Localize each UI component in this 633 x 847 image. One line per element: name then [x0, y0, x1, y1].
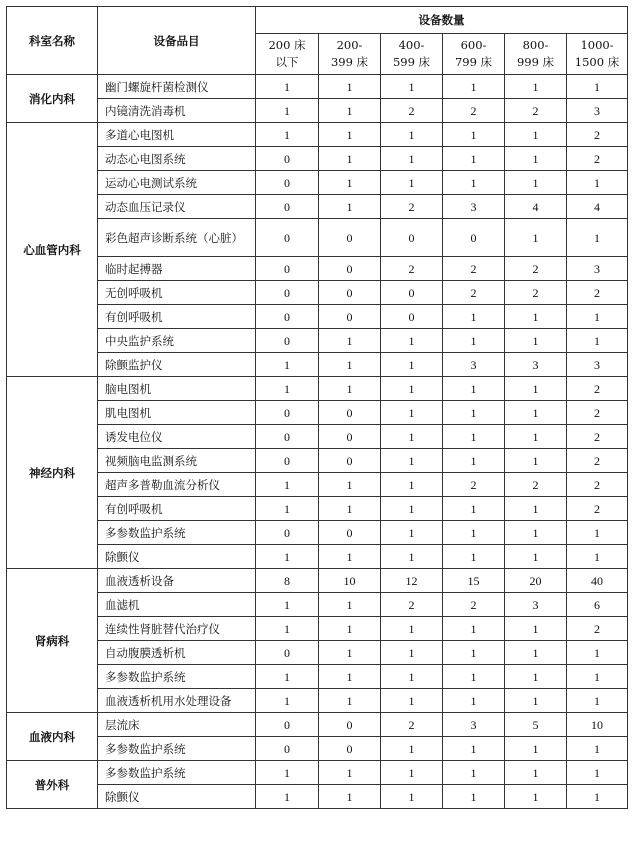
quantity-cell: 1 [381, 689, 443, 713]
header-item: 设备品目 [98, 7, 256, 75]
quantity-cell: 1 [381, 785, 443, 809]
quantity-cell: 1 [256, 123, 319, 147]
table-row [7, 147, 628, 171]
table-row [7, 713, 628, 737]
quantity-cell: 1 [319, 123, 381, 147]
equipment-item-cell: 连续性肾脏替代治疗仪 [98, 617, 256, 641]
quantity-cell: 1 [567, 785, 628, 809]
quantity-cell: 1 [319, 665, 381, 689]
table-row [7, 449, 628, 473]
quantity-cell: 2 [567, 377, 628, 401]
quantity-cell: 10 [567, 713, 628, 737]
quantity-cell: 1 [381, 449, 443, 473]
equipment-item-cell: 动态心电图系统 [98, 147, 256, 171]
quantity-cell: 0 [256, 329, 319, 353]
quantity-cell: 2 [567, 281, 628, 305]
quantity-cell: 0 [319, 401, 381, 425]
quantity-cell: 1 [567, 737, 628, 761]
quantity-cell: 1 [256, 689, 319, 713]
quantity-cell: 3 [567, 99, 628, 123]
quantity-cell: 1 [381, 737, 443, 761]
quantity-cell: 4 [567, 195, 628, 219]
quantity-cell: 40 [567, 569, 628, 593]
equipment-item-cell: 肌电图机 [98, 401, 256, 425]
quantity-cell: 1 [256, 473, 319, 497]
equipment-item-cell: 除颤监护仪 [98, 353, 256, 377]
quantity-cell: 1 [505, 521, 567, 545]
quantity-cell: 1 [381, 497, 443, 521]
quantity-cell: 1 [443, 761, 505, 785]
quantity-cell: 1 [505, 737, 567, 761]
quantity-cell: 1 [567, 761, 628, 785]
department-cell: 肾病科 [7, 569, 98, 713]
table-row [7, 545, 628, 569]
quantity-cell: 1 [567, 219, 628, 257]
quantity-cell: 2 [567, 473, 628, 497]
table-row [7, 257, 628, 281]
quantity-cell: 0 [256, 713, 319, 737]
quantity-cell: 3 [567, 257, 628, 281]
quantity-cell: 0 [381, 281, 443, 305]
quantity-cell: 2 [505, 257, 567, 281]
header-beds-col-0-line1: 200 床 [268, 38, 306, 52]
table-row [7, 377, 628, 401]
quantity-cell: 1 [256, 377, 319, 401]
quantity-cell: 1 [505, 617, 567, 641]
quantity-cell: 0 [256, 737, 319, 761]
quantity-cell: 1 [443, 521, 505, 545]
quantity-cell: 1 [256, 665, 319, 689]
quantity-cell: 2 [505, 281, 567, 305]
quantity-cell: 1 [381, 473, 443, 497]
quantity-cell: 1 [505, 665, 567, 689]
quantity-cell: 3 [567, 353, 628, 377]
quantity-cell: 1 [443, 545, 505, 569]
header-beds-col-5-line2: 1500 床 [574, 55, 620, 69]
equipment-item-cell: 内镜清洗消毒机 [98, 99, 256, 123]
quantity-cell: 1 [443, 329, 505, 353]
header-beds-col-1 [319, 34, 381, 75]
quantity-cell: 1 [443, 641, 505, 665]
quantity-cell: 1 [567, 665, 628, 689]
quantity-cell: 2 [567, 617, 628, 641]
quantity-cell: 1 [505, 377, 567, 401]
quantity-cell: 0 [319, 281, 381, 305]
quantity-cell: 2 [567, 147, 628, 171]
quantity-cell: 3 [443, 195, 505, 219]
equipment-item-cell: 血液透析设备 [98, 569, 256, 593]
department-cell: 血液内科 [7, 713, 98, 761]
quantity-cell: 1 [256, 593, 319, 617]
quantity-cell: 0 [256, 641, 319, 665]
quantity-cell: 1 [256, 99, 319, 123]
quantity-cell: 1 [319, 617, 381, 641]
quantity-cell: 1 [505, 401, 567, 425]
quantity-cell: 1 [319, 353, 381, 377]
quantity-cell: 1 [443, 689, 505, 713]
table-row [7, 761, 628, 785]
quantity-cell: 1 [381, 401, 443, 425]
table-row [7, 171, 628, 195]
quantity-cell: 1 [381, 425, 443, 449]
quantity-cell: 10 [319, 569, 381, 593]
quantity-cell: 1 [505, 75, 567, 99]
quantity-cell: 0 [256, 401, 319, 425]
quantity-cell: 1 [443, 123, 505, 147]
header-beds-col-2-line1: 400- [398, 38, 425, 52]
quantity-cell: 1 [567, 305, 628, 329]
table-row [7, 329, 628, 353]
quantity-cell: 2 [381, 195, 443, 219]
quantity-cell: 15 [443, 569, 505, 593]
equipment-table-sheet [6, 6, 627, 809]
quantity-cell: 0 [319, 305, 381, 329]
table-header [7, 7, 628, 75]
table-row [7, 593, 628, 617]
quantity-cell: 0 [381, 219, 443, 257]
quantity-cell: 1 [319, 195, 381, 219]
quantity-cell: 1 [319, 761, 381, 785]
quantity-cell: 1 [505, 761, 567, 785]
header-beds-col-0 [256, 34, 319, 75]
quantity-cell: 1 [505, 219, 567, 257]
quantity-cell: 1 [505, 689, 567, 713]
quantity-cell: 1 [319, 329, 381, 353]
header-beds-col-2 [381, 34, 443, 75]
quantity-cell: 1 [256, 497, 319, 521]
quantity-cell: 0 [319, 713, 381, 737]
quantity-cell: 1 [319, 75, 381, 99]
quantity-cell: 0 [319, 219, 381, 257]
equipment-item-cell: 运动心电测试系统 [98, 171, 256, 195]
table-row [7, 665, 628, 689]
quantity-cell: 1 [505, 329, 567, 353]
quantity-cell: 1 [256, 353, 319, 377]
equipment-item-cell: 无创呼吸机 [98, 281, 256, 305]
table-row [7, 689, 628, 713]
quantity-cell: 0 [443, 219, 505, 257]
quantity-cell: 1 [505, 171, 567, 195]
equipment-item-cell: 诱发电位仪 [98, 425, 256, 449]
quantity-cell: 1 [443, 171, 505, 195]
quantity-cell: 2 [381, 713, 443, 737]
quantity-cell: 1 [443, 75, 505, 99]
quantity-cell: 2 [443, 473, 505, 497]
equipment-table [6, 6, 628, 809]
quantity-cell: 1 [319, 641, 381, 665]
quantity-cell: 1 [443, 737, 505, 761]
quantity-cell: 0 [381, 305, 443, 329]
header-beds-col-4-line1: 800- [522, 38, 549, 52]
quantity-cell: 1 [381, 353, 443, 377]
table-row [7, 99, 628, 123]
quantity-cell: 1 [381, 329, 443, 353]
quantity-cell: 2 [567, 497, 628, 521]
department-cell: 心血管内科 [7, 123, 98, 377]
quantity-cell: 2 [381, 99, 443, 123]
quantity-cell: 3 [443, 713, 505, 737]
quantity-cell: 8 [256, 569, 319, 593]
quantity-cell: 2 [381, 593, 443, 617]
quantity-cell: 1 [319, 171, 381, 195]
table-row [7, 785, 628, 809]
table-body [7, 75, 628, 809]
table-row [7, 617, 628, 641]
quantity-cell: 0 [319, 425, 381, 449]
header-beds-col-3-line1: 600- [460, 38, 487, 52]
quantity-cell: 1 [505, 147, 567, 171]
quantity-cell: 1 [256, 785, 319, 809]
quantity-cell: 1 [505, 449, 567, 473]
quantity-cell: 1 [443, 305, 505, 329]
quantity-cell: 1 [381, 377, 443, 401]
equipment-item-cell: 临时起搏器 [98, 257, 256, 281]
equipment-item-cell: 多参数监护系统 [98, 665, 256, 689]
equipment-item-cell: 超声多普勒血流分析仪 [98, 473, 256, 497]
equipment-item-cell: 有创呼吸机 [98, 305, 256, 329]
quantity-cell: 1 [567, 641, 628, 665]
quantity-cell: 1 [381, 641, 443, 665]
quantity-cell: 1 [443, 377, 505, 401]
quantity-cell: 20 [505, 569, 567, 593]
quantity-cell: 1 [443, 497, 505, 521]
quantity-cell: 0 [256, 195, 319, 219]
equipment-item-cell: 多参数监护系统 [98, 737, 256, 761]
equipment-item-cell: 中央监护系统 [98, 329, 256, 353]
quantity-cell: 1 [381, 147, 443, 171]
quantity-cell: 1 [381, 171, 443, 195]
quantity-cell: 6 [567, 593, 628, 617]
quantity-cell: 1 [319, 785, 381, 809]
quantity-cell: 1 [443, 147, 505, 171]
quantity-cell: 1 [381, 521, 443, 545]
header-quantity-group: 设备数量 [256, 7, 628, 34]
equipment-item-cell: 多参数监护系统 [98, 761, 256, 785]
quantity-cell: 1 [567, 329, 628, 353]
quantity-cell: 1 [443, 665, 505, 689]
quantity-cell: 1 [319, 689, 381, 713]
quantity-cell: 2 [443, 257, 505, 281]
quantity-cell: 1 [567, 521, 628, 545]
header-beds-col-4 [505, 34, 567, 75]
equipment-item-cell: 幽门螺旋杆菌检测仪 [98, 75, 256, 99]
quantity-cell: 0 [319, 521, 381, 545]
header-beds-col-5 [567, 34, 628, 75]
quantity-cell: 2 [505, 473, 567, 497]
quantity-cell: 2 [443, 593, 505, 617]
equipment-item-cell: 除颤仪 [98, 785, 256, 809]
quantity-cell: 1 [256, 761, 319, 785]
equipment-item-cell: 脑电图机 [98, 377, 256, 401]
table-row [7, 425, 628, 449]
equipment-item-cell: 视频脑电监测系统 [98, 449, 256, 473]
quantity-cell: 1 [505, 123, 567, 147]
quantity-cell: 1 [319, 147, 381, 171]
quantity-cell: 0 [256, 219, 319, 257]
quantity-cell: 1 [505, 545, 567, 569]
quantity-cell: 1 [443, 617, 505, 641]
equipment-item-cell: 动态血压记录仪 [98, 195, 256, 219]
table-row [7, 305, 628, 329]
department-cell: 消化内科 [7, 75, 98, 123]
quantity-cell: 2 [567, 123, 628, 147]
table-row [7, 401, 628, 425]
quantity-cell: 1 [319, 99, 381, 123]
quantity-cell: 2 [567, 449, 628, 473]
quantity-cell: 0 [256, 147, 319, 171]
header-beds-col-2-line2: 599 床 [392, 55, 431, 69]
quantity-cell: 1 [567, 171, 628, 195]
quantity-cell: 0 [256, 521, 319, 545]
quantity-cell: 12 [381, 569, 443, 593]
header-beds-col-3 [443, 34, 505, 75]
quantity-cell: 1 [505, 425, 567, 449]
quantity-cell: 2 [567, 401, 628, 425]
quantity-cell: 1 [381, 75, 443, 99]
quantity-cell: 1 [319, 497, 381, 521]
quantity-cell: 3 [505, 593, 567, 617]
quantity-cell: 3 [443, 353, 505, 377]
equipment-item-cell: 有创呼吸机 [98, 497, 256, 521]
quantity-cell: 1 [381, 665, 443, 689]
equipment-item-cell: 自动腹膜透析机 [98, 641, 256, 665]
quantity-cell: 1 [319, 593, 381, 617]
header-beds-col-4-line2: 999 床 [516, 55, 555, 69]
quantity-cell: 2 [567, 425, 628, 449]
quantity-cell: 0 [319, 449, 381, 473]
quantity-cell: 0 [256, 281, 319, 305]
quantity-cell: 0 [256, 257, 319, 281]
table-row [7, 521, 628, 545]
header-beds-col-1-line1: 200- [336, 38, 363, 52]
equipment-item-cell: 多参数监护系统 [98, 521, 256, 545]
equipment-item-cell: 血液透析机用水处理设备 [98, 689, 256, 713]
table-row [7, 497, 628, 521]
quantity-cell: 1 [319, 377, 381, 401]
quantity-cell: 1 [381, 617, 443, 641]
quantity-cell: 1 [505, 305, 567, 329]
quantity-cell: 0 [256, 305, 319, 329]
quantity-cell: 3 [505, 353, 567, 377]
quantity-cell: 1 [381, 123, 443, 147]
quantity-cell: 1 [505, 497, 567, 521]
quantity-cell: 1 [319, 473, 381, 497]
table-row [7, 195, 628, 219]
equipment-item-cell: 除颤仪 [98, 545, 256, 569]
quantity-cell: 4 [505, 195, 567, 219]
table-row [7, 281, 628, 305]
quantity-cell: 2 [505, 99, 567, 123]
header-beds-col-0-line2: 以下 [275, 55, 299, 69]
table-row [7, 473, 628, 497]
quantity-cell: 1 [443, 449, 505, 473]
quantity-cell: 1 [505, 785, 567, 809]
equipment-item-cell: 多道心电图机 [98, 123, 256, 147]
header-beds-col-1-line2: 399 床 [330, 55, 369, 69]
quantity-cell: 1 [319, 545, 381, 569]
table-row [7, 75, 628, 99]
header-beds-col-5-line1: 1000- [580, 38, 614, 52]
quantity-cell: 1 [256, 545, 319, 569]
quantity-cell: 1 [567, 75, 628, 99]
table-row [7, 123, 628, 147]
quantity-cell: 5 [505, 713, 567, 737]
quantity-cell: 1 [505, 641, 567, 665]
quantity-cell: 1 [443, 785, 505, 809]
quantity-cell: 0 [319, 737, 381, 761]
quantity-cell: 0 [319, 257, 381, 281]
equipment-item-cell: 层流床 [98, 713, 256, 737]
equipment-item-cell: 血滤机 [98, 593, 256, 617]
quantity-cell: 1 [256, 75, 319, 99]
quantity-cell: 1 [443, 425, 505, 449]
table-row [7, 641, 628, 665]
quantity-cell: 1 [256, 617, 319, 641]
table-row [7, 737, 628, 761]
quantity-cell: 0 [256, 425, 319, 449]
header-department: 科室名称 [7, 7, 98, 75]
header-beds-col-3-line2: 799 床 [454, 55, 493, 69]
quantity-cell: 1 [567, 545, 628, 569]
quantity-cell: 2 [381, 257, 443, 281]
equipment-item-cell: 彩色超声诊断系统（心脏） [98, 219, 256, 257]
quantity-cell: 2 [443, 281, 505, 305]
table-row [7, 569, 628, 593]
quantity-cell: 1 [381, 761, 443, 785]
quantity-cell: 1 [381, 545, 443, 569]
quantity-cell: 0 [256, 171, 319, 195]
table-row [7, 219, 628, 257]
table-row [7, 353, 628, 377]
department-cell: 普外科 [7, 761, 98, 809]
quantity-cell: 2 [443, 99, 505, 123]
quantity-cell: 0 [256, 449, 319, 473]
department-cell: 神经内科 [7, 377, 98, 569]
quantity-cell: 1 [567, 689, 628, 713]
quantity-cell: 1 [443, 401, 505, 425]
